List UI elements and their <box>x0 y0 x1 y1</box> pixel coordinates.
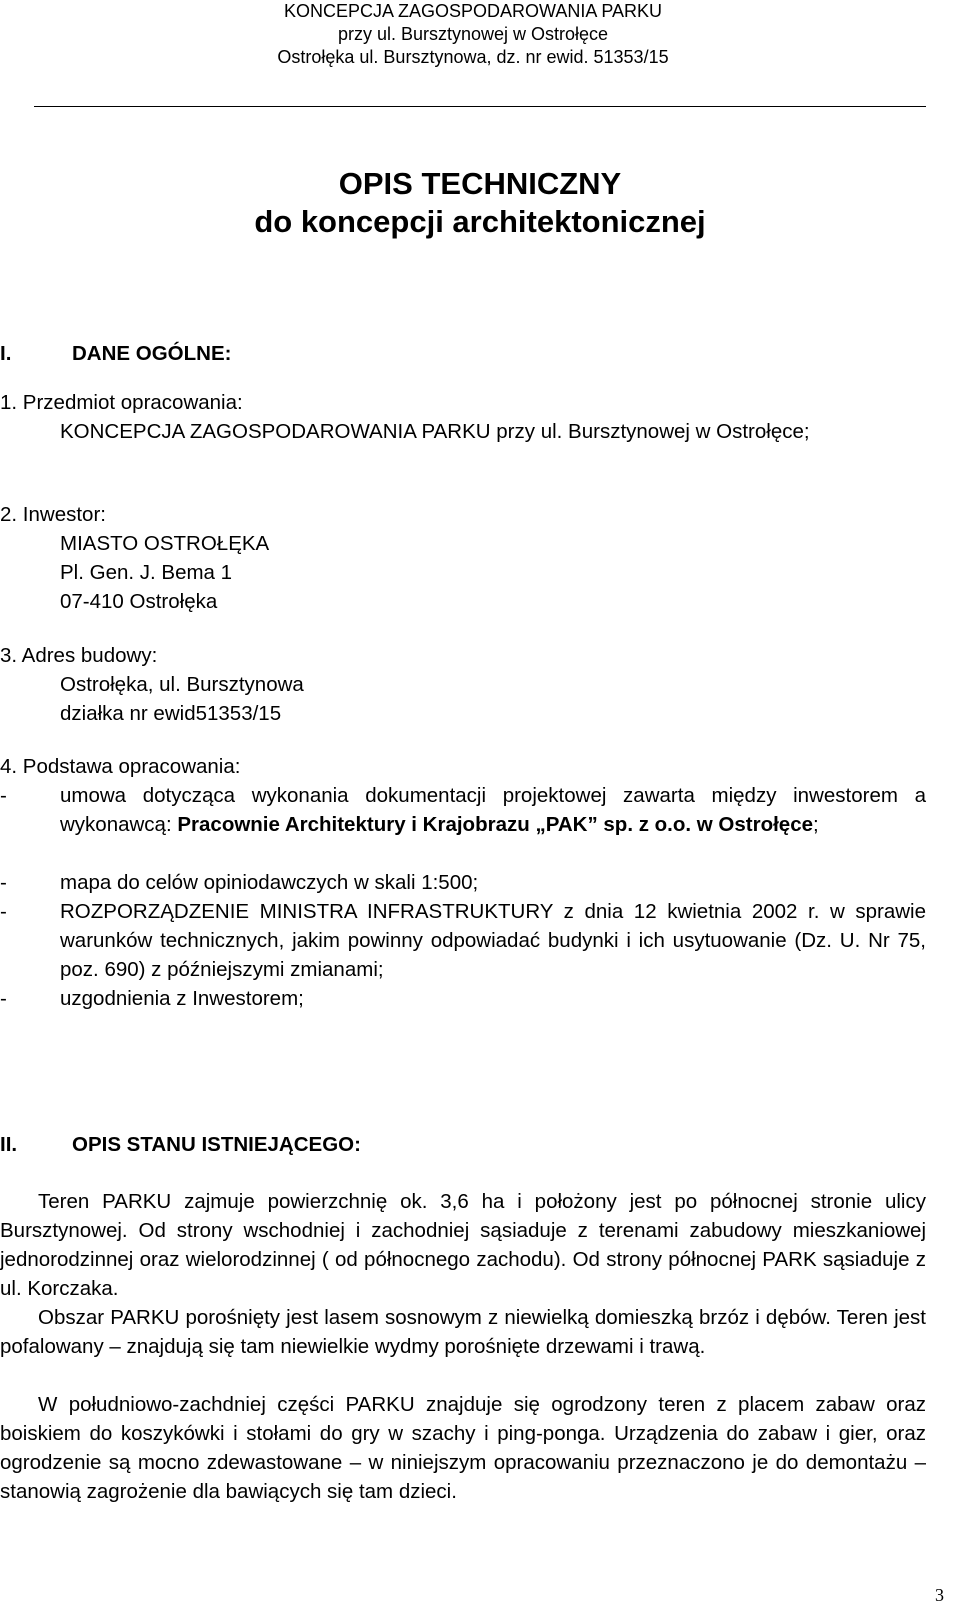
section-1-title: DANE OGÓLNE: <box>72 342 232 365</box>
header-line-2: przy ul. Bursztynowej w Ostrołęce <box>337 24 609 44</box>
site-address: Ostrołęka, ul. Bursztynowa <box>60 673 304 696</box>
bullet-dash: - <box>0 900 7 923</box>
header-rule <box>34 106 926 107</box>
basis-item-contract <box>0 781 926 868</box>
title-line-1: OPIS TECHNICZNY <box>338 166 622 201</box>
document-title <box>0 165 960 241</box>
basis-item-text: uzgodnienia z Inwestorem; <box>60 987 304 1010</box>
section-2-title: OPIS STANU ISTNIEJĄCEGO: <box>72 1133 361 1156</box>
item-1-label: 1. Przedmiot opracowania: <box>0 391 243 414</box>
header-line-3: Ostrołęka ul. Bursztynowa, dz. nr ewid. 51353/15 <box>277 47 669 67</box>
title-line-2: do koncepcji architektonicznej <box>254 204 706 239</box>
item-2-label: 2. Inwestor: <box>0 503 106 526</box>
basis-item-regulation <box>0 897 926 984</box>
basis-item-map <box>0 868 926 897</box>
item-3-label: 3. Adres budowy: <box>0 644 158 667</box>
basis-item-text <box>60 781 926 839</box>
bullet-dash: - <box>0 784 7 807</box>
contract-end: ; <box>813 813 819 836</box>
contractor-name: Pracownie Architektury i Krajobrazu „PAK” sp. z o.o. w Ostrołęce <box>177 813 814 836</box>
investor-street: Pl. Gen. J. Bema 1 <box>60 561 233 584</box>
paragraph-2: Obszar PARKU porośnięty jest lasem sosnowym z niewielką domieszką brzóz i dębów. Teren jest pofalowany – znajdują się tam niewielkie wydmy porośnięte drzewami i trawą. <box>0 1306 926 1358</box>
bullet-dash: - <box>0 871 7 894</box>
item-4-label: 4. Podstawa opracowania: <box>0 755 241 778</box>
header-line-1: KONCEPCJA ZAGOSPODAROWANIA PARKU <box>283 1 663 21</box>
site-plot: działka nr ewid51353/15 <box>60 702 282 725</box>
page-number: 3 <box>935 1585 944 1605</box>
bullet-dash: - <box>0 987 7 1010</box>
paragraph-3: W południowo-zachdniej części PARKU znajduje się ogrodzony teren z placem zabaw oraz boiskiem do koszykówki i stołami do gry w szachy i ping-ponga. Urządzenia do zabaw i gier, oraz ogrodzenie są mocno zdewastowane – w niniejszym opracowaniu przeznaczono je do demontażu – stanowią zagrożenie dla bawiących się tam dzieci. <box>0 1393 926 1503</box>
section-1-number: I. <box>0 342 12 365</box>
section-2-number: II. <box>0 1133 18 1156</box>
investor-name: MIASTO OSTROŁĘKA <box>60 532 270 555</box>
running-header <box>238 0 708 69</box>
basis-item-agreements <box>0 984 926 1013</box>
paragraph-1: Teren PARKU zajmuje powierzchnię ok. 3,6 ha i położony jest po północnej stronie ulicy Bursztynowej. Od strony wschodniej i zachodniej sąsiaduje z terenami zabudowy mieszkaniowej jednorodzinnej oraz wielorodzinnej ( od północnego zachodu). Od strony północnej PARK sąsiaduje z ul. Korczaka. <box>0 1190 926 1300</box>
investor-city: 07-410 Ostrołęka <box>60 590 218 613</box>
basis-item-text: ROZPORZĄDZENIE MINISTRA INFRASTRUKTURY z dnia 12 kwietnia 2002 r. w sprawie warunków technicznych, jakim powinny odpowiadać budynki i ich usytuowanie (Dz. U. Nr 75, poz. 690) z późniejszymi zmianami; <box>60 900 926 981</box>
basis-item-text: mapa do celów opiniodawczych w skali 1:500; <box>60 871 479 894</box>
basis-list <box>0 781 926 1013</box>
contract-text: umowa dotycząca wykonania dokumentacji projektowej zawarta między inwestorem a wykonawcą: <box>60 784 926 836</box>
item-1-value: KONCEPCJA ZAGOSPODAROWANIA PARKU przy ul. Bursztynowej w Ostrołęce; <box>60 420 810 443</box>
